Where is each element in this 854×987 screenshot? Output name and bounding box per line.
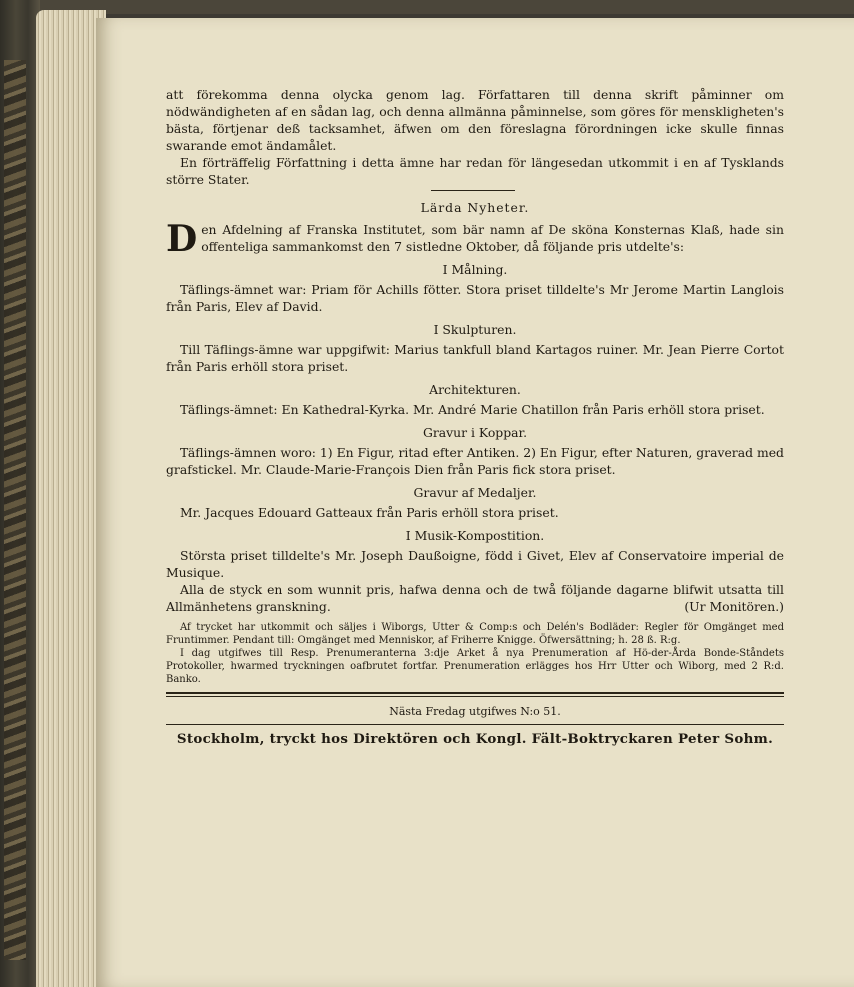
category-text: Största priset tilldelte's Mr. Joseph Daußoigne, född i Givet, Elev af Conservatoire imperial de Musique. [166, 548, 784, 580]
footnotes [166, 621, 784, 686]
section-divider [431, 190, 515, 191]
lead-paragraph [166, 218, 784, 260]
footnote-paragraph: Af trycket har utkommit och säljes i Wiborgs, Utter & Comp:s och Delén's Bodläder: Regler för Omgänget med Fruntimmer. Pendant till: Omgänget med Menniskor, af Friherre Knigge. Öfwersättning; h. 28 ß. R:g. [166, 622, 784, 646]
category-title: I Skulpturen. [433, 322, 517, 337]
category-text: Täflings-ämnen woro: 1) En Figur, ritad efter Antiken. 2) En Figur, efter Naturen, graverad med grafstickel. Mr. Claude-Marie-François Dien från Paris fick stora priset. [166, 445, 784, 477]
marbled-cover-edge [4, 60, 26, 960]
lead-text: en Afdelning af Franska Institutet, som bär namn af De sköna Konsternas Klaß, hade sin offenteliga sammankomst den 7 sistledne Oktober, då följande pris utdelte's: [201, 222, 784, 254]
printer-imprint: Stockholm, tryckt hos Direktören och Kongl. Fält-Boktryckaren Peter Sohm. [176, 731, 774, 747]
category-title: Architekturen. [429, 382, 521, 397]
category-title: I Musik-Kompostition. [405, 528, 545, 543]
section-title: Lärda Nyheter. [420, 200, 530, 215]
category-text: Till Täflings-ämne war uppgifwit: Marius tankfull bland Kartagos ruiner. Mr. Jean Pierre Cortot från Paris erhöll stora priset. [166, 342, 784, 374]
double-rule [166, 692, 784, 697]
category-text: Täflings-ämnet: En Kathedral-Kyrka. Mr. André Marie Chatillon från Paris erhöll stora priset. [180, 402, 765, 417]
category-title: Gravur i Koppar. [422, 425, 528, 440]
source-attribution: (Ur Monitören.) [684, 599, 784, 614]
closing-text: Alla de styck en som wunnit pris, hafwa denna och de twå följande dagarne blifwit utsatta till Allmänhetens granskning. [166, 582, 784, 614]
category-title: Gravur af Medaljer. [413, 485, 537, 500]
category-title: I Målning. [442, 262, 508, 277]
next-issue-notice: Nästa Fredag utgifwes N:o 51. [389, 705, 561, 718]
drop-cap: D [166, 218, 198, 260]
rule [166, 724, 784, 725]
footnote-paragraph: I dag utgifwes till Resp. Prenumeranterna 3:dje Arket å nya Prenumeration af Hö-der-Årda Bonde-Ståndets Protokoller, hwarmed tryckningen oafbrutet fortfar. Prenumeration erlägges hos Hrr Utter och Wiborg, med 2 R:d. Banko. [166, 648, 784, 685]
intro-paragraph: att förekomma denna olycka genom lag. Författaren till denna skrift påminner om nödwändigheten af en sådan lag, och denna allmänna påminnelse, som göres för menskligheten's bästa, förtjenar deß tacksamhet, äfwen om den föreslagna förordningen icke skulle finnas swarande emot ändamålet. [166, 87, 784, 153]
closing-paragraph [166, 581, 784, 615]
book-top-edge [40, 0, 854, 14]
category-text: Täflings-ämnet war: Priam för Achills fötter. Stora priset tilldelte's Mr Jerome Martin Langlois från Paris, Elev af David. [166, 282, 784, 314]
page-text [166, 86, 784, 748]
intro-paragraph: En förträffelig Författning i detta ämne har redan för längesedan utkommit i en af Tysklands större Stater. [166, 155, 784, 187]
category-text: Mr. Jacques Edouard Gatteaux från Paris erhöll stora priset. [180, 505, 559, 520]
